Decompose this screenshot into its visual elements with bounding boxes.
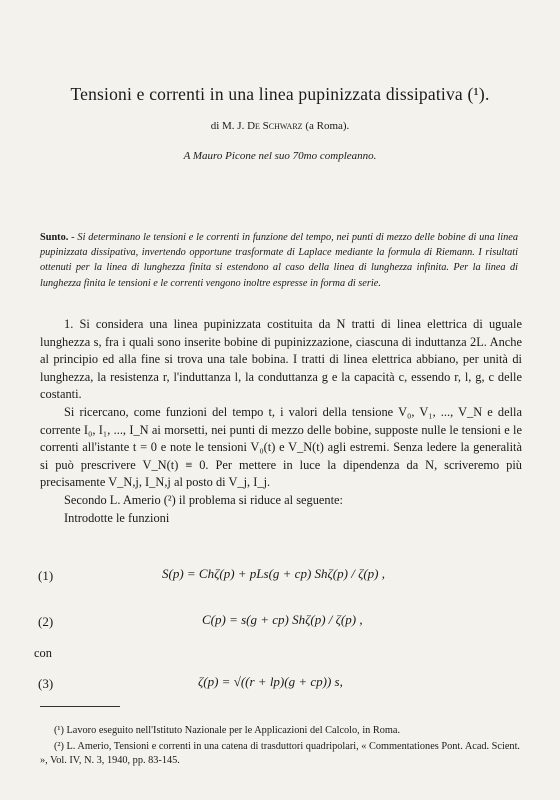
paragraph-3: Secondo L. Amerio (²) il problema si riduce al seguente: bbox=[64, 492, 343, 507]
footnotes bbox=[40, 724, 522, 770]
footnote-divider bbox=[40, 706, 120, 707]
summary-abstract bbox=[40, 230, 518, 291]
dedication: A Mauro Picone nel suo 70mo compleanno. bbox=[183, 150, 377, 162]
equation-expression: C(p) = s(g + cp) Shζ(p) / ζ(p) , bbox=[202, 612, 363, 627]
main-text bbox=[40, 316, 522, 527]
equation-expression: ζ(p) = √((r + lp)(g + cp)) s, bbox=[198, 674, 343, 689]
paragraph-1: 1. Si considera una linea pupinizzata costituita da N tratti di linea elettrica di uguale lunghezza s, fra i quali sono inserite bobine di pupinizzazione, ciascuna di induttanza 2L. Anche al principio ed alla fine si trova una tale bobina. I tratti di linea elettrica abbiano, per unità di lunghezza, la resistenza r, l'induttanza l, la conduttanza g e la capacità c, essendo r, l, g, c delle costanti. bbox=[40, 317, 522, 402]
equation-number: (3) bbox=[38, 676, 54, 691]
summary-text: - Si determinano le tensioni e le correnti in funzione del tempo, nei punti di mezzo delle bobine di una linea pupinizzata dissipativa, invertendo opportune trasformate di Laplace mediante la formula di Riemann. I risultati ottenuti per la linea di lunghezza finita si estendono al caso della linea di lunghezza infinita. Per la linea di lunghezza finita le tensioni e le correnti vengono inoltre espresse in forma di serie. bbox=[40, 232, 519, 289]
footnote-1: (¹) Lavoro eseguito nell'Istituto Nazionale per le Applicazioni del Calcolo, in Roma. bbox=[54, 725, 401, 736]
equation-2 bbox=[34, 606, 524, 642]
con-label: con bbox=[34, 646, 52, 660]
author-prefix: di M. J. bbox=[210, 120, 245, 132]
paragraph-4: Introdotte le funzioni bbox=[64, 510, 170, 525]
paragraph-2: Si ricercano, come funzioni del tempo t, i valori della tensione V₀, V₁, ..., V_N e della corrente I₀, I₁, ..., I_N ai morsetti, nei punti di mezzo delle bobine, supposte nulle le tensioni e le correnti all'istante t = 0 e note le tensioni V₀(t) e V_N(t) agli estremi. Senza ledere la generalità si può prescrivere V_N(t) ≡ 0. Per mettere in luce la dipendenza da N, scriveremo più precisamente V_N,j, I_N,j al posto di V_j, I_j. bbox=[40, 404, 522, 490]
author-affiliation: (a Roma). bbox=[305, 120, 350, 132]
equation-number: (2) bbox=[38, 614, 54, 629]
equation-3 bbox=[34, 668, 524, 704]
author-line bbox=[30, 120, 530, 132]
summary-lead: Sunto. bbox=[40, 232, 69, 243]
author-name: De Schwarz bbox=[247, 120, 303, 132]
article-title: Tensioni e correnti in una linea pupinizzata dissipativa (¹). bbox=[70, 84, 490, 104]
equation-number: (1) bbox=[38, 568, 54, 583]
equation-expression: S(p) = Chζ(p) + pLs(g + cp) Shζ(p) / ζ(p) , bbox=[162, 566, 385, 581]
equation-1 bbox=[34, 560, 524, 596]
footnote-2: (²) L. Amerio, Tensioni e correnti in una catena di trasduttori quadripolari, « Commentationes Pont. Acad. Scient. », Vol. IV, N. 3, 1940, pp. 83-145. bbox=[40, 740, 520, 767]
